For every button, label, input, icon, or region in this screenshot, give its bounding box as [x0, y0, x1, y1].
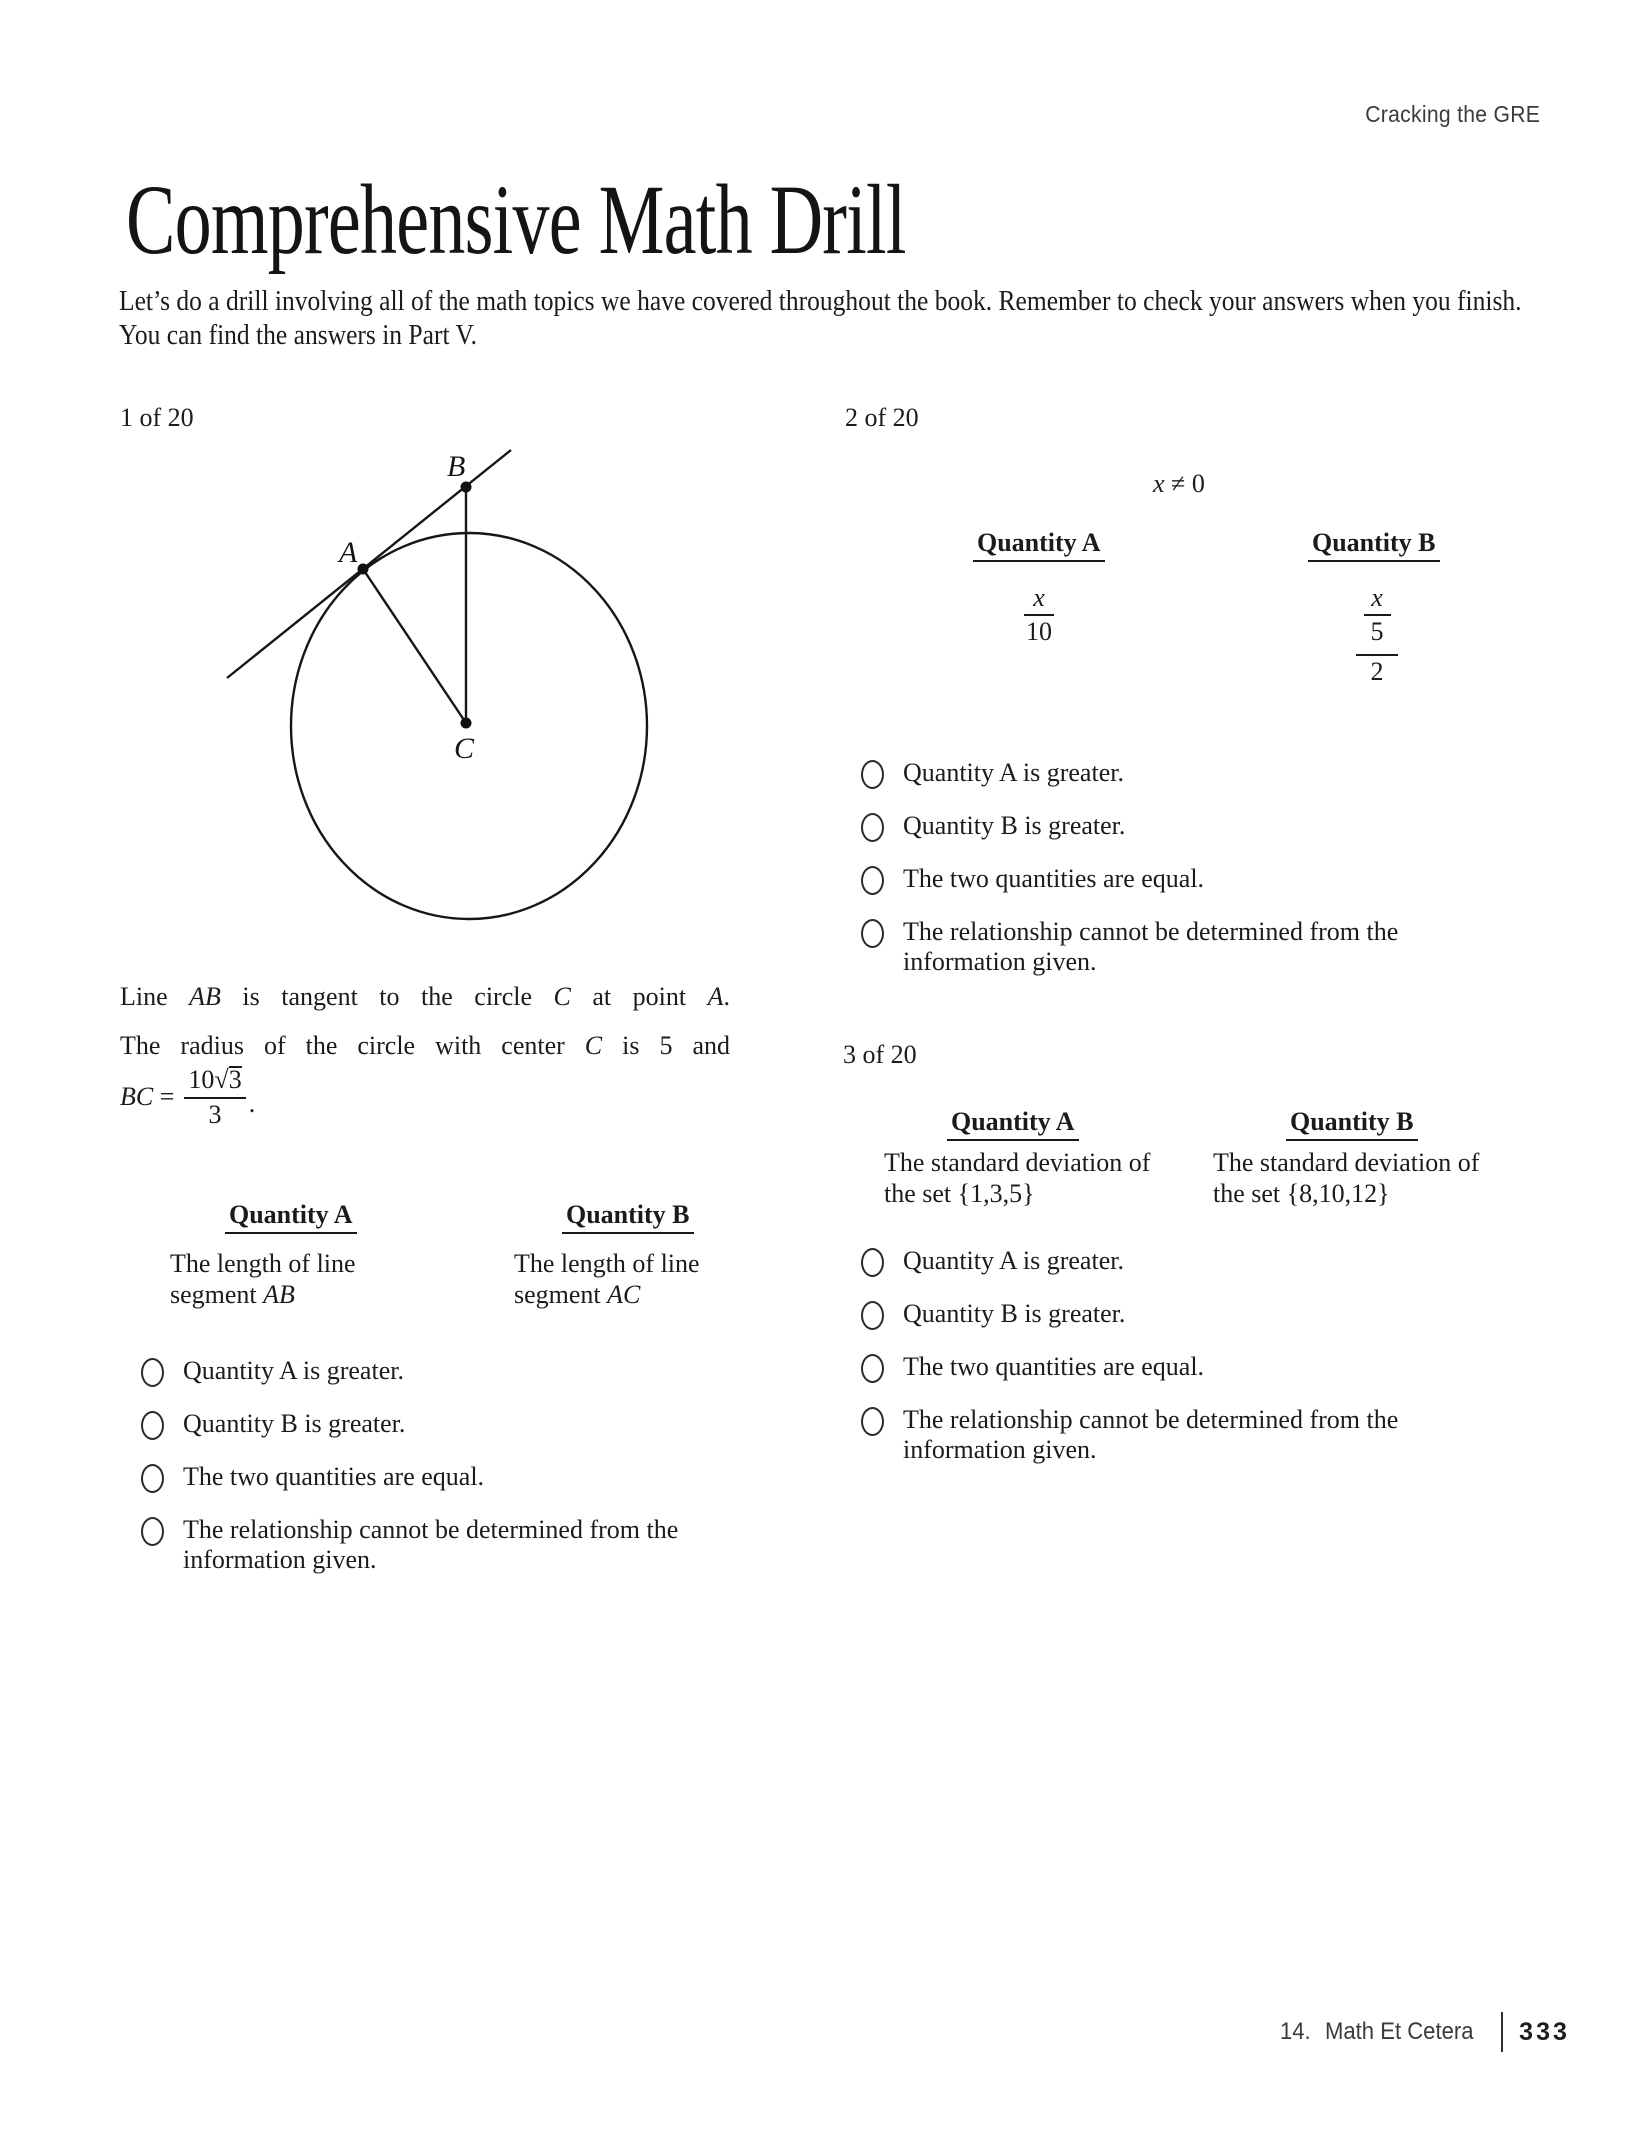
fraction-bar — [184, 1097, 245, 1099]
q3-choice-a — [861, 1246, 1515, 1277]
q1-choices — [141, 1356, 795, 1597]
q2-choice-a — [861, 758, 1515, 789]
q2-choice-d-radio[interactable] — [861, 919, 884, 948]
q1-choice-b — [141, 1409, 795, 1440]
q1-choice-d-radio[interactable] — [141, 1517, 164, 1546]
formula-fraction — [184, 1066, 245, 1128]
q3-choice-d — [861, 1405, 1515, 1465]
page-title: Comprehensive Math Drill — [126, 164, 906, 275]
q2-choice-b-label: Quantity B is greater. — [903, 811, 1126, 840]
question-1-formula — [120, 1066, 255, 1128]
footer-page-number: 333 — [1519, 2017, 1570, 2046]
q3-quantity-a-desc: The standard deviation of the set {1,3,5} — [884, 1148, 1151, 1208]
q1-choice-b-label: Quantity B is greater. — [183, 1409, 406, 1438]
q2-condition: x ≠ 0 — [1153, 469, 1205, 498]
q3-choice-c — [861, 1352, 1515, 1383]
question-1-text-line-2: The radius of the circle with center C is 5 and — [120, 1031, 730, 1060]
question-1-label: 1 of 20 — [120, 403, 194, 432]
q3-quantity-a-header: Quantity A — [947, 1107, 1079, 1141]
point-a-label: A — [339, 536, 358, 569]
q3-choice-b-label: Quantity B is greater. — [903, 1299, 1126, 1328]
q1-quantity-b-desc: The length of line segment AC — [514, 1249, 700, 1309]
q2-choices — [861, 758, 1515, 999]
q2b-inner-fraction-bar — [1364, 614, 1391, 616]
q2-choice-c — [861, 864, 1515, 895]
q2-choice-c-radio[interactable] — [861, 866, 884, 895]
q2-choice-c-label: The two quantities are equal. — [903, 864, 1205, 893]
question-3-label: 3 of 20 — [843, 1040, 917, 1069]
q2a-numerator: x — [1033, 583, 1045, 612]
q2-choice-d — [861, 917, 1515, 977]
q1-choice-a-label: Quantity A is greater. — [183, 1356, 404, 1385]
q3-quantity-b-header: Quantity B — [1286, 1107, 1418, 1141]
q1-quantity-a-header: Quantity A — [225, 1200, 357, 1234]
question-1-text-line-1: Line AB is tangent to the circle C at point A. — [120, 982, 730, 1011]
q1-choice-d-label: The relationship cannot be determined from the information given. — [183, 1515, 679, 1574]
q1-quantity-b-header: Quantity B — [562, 1200, 694, 1234]
point-a-dot — [358, 564, 369, 575]
q2-quantity-a-fraction — [979, 585, 1099, 645]
point-c-dot — [461, 718, 472, 729]
fraction-denominator: 3 — [208, 1100, 222, 1130]
q1-choice-b-radio[interactable] — [141, 1411, 164, 1440]
q2-quantity-a-header: Quantity A — [973, 528, 1105, 562]
intro-paragraph: Let’s do a drill involving all of the math topics we have covered throughout the book. Remember to check your answers when you finish. You can find the answers in Part V. — [119, 285, 1522, 351]
running-header: Cracking the GRE — [1365, 101, 1540, 127]
q2a-denominator: 10 — [1026, 617, 1052, 647]
point-b-label: B — [447, 450, 466, 483]
q2-choice-b-radio[interactable] — [861, 813, 884, 842]
q2-choice-d-label: The relationship cannot be determined from the information given. — [903, 917, 1399, 976]
question-2-label: 2 of 20 — [845, 403, 919, 432]
q1-choice-c-radio[interactable] — [141, 1464, 164, 1493]
q3-quantity-b-desc: The standard deviation of the set {8,10,12} — [1213, 1148, 1480, 1208]
q2b-inner-denominator: 5 — [1370, 617, 1384, 647]
footer-divider — [1501, 2012, 1503, 2052]
q2-quantity-b-fraction — [1317, 585, 1437, 685]
q1-choice-a — [141, 1356, 795, 1387]
q3-choice-c-radio[interactable] — [861, 1354, 884, 1383]
q2b-outer-denominator: 2 — [1370, 657, 1384, 687]
page-footer — [1280, 2012, 1570, 2052]
q1-choice-d — [141, 1515, 795, 1575]
point-c-label: C — [454, 732, 475, 765]
formula-lhs: BC = — [120, 1082, 175, 1112]
q2-choice-a-label: Quantity A is greater. — [903, 758, 1124, 787]
circle-tangent-diagram — [210, 438, 690, 930]
q3-choices — [861, 1246, 1515, 1487]
footer-section-title: Math Et Cetera — [1325, 2018, 1474, 2045]
q3-choice-b-radio[interactable] — [861, 1301, 884, 1330]
point-b-dot — [461, 482, 472, 493]
q3-choice-d-radio[interactable] — [861, 1407, 884, 1436]
q2a-fraction-bar — [1024, 614, 1054, 616]
q2b-inner-numerator: x — [1371, 583, 1383, 612]
q2-quantity-b-header: Quantity B — [1308, 528, 1440, 562]
q2-choice-b — [861, 811, 1515, 842]
segment-ac — [363, 569, 466, 723]
q3-choice-a-label: Quantity A is greater. — [903, 1246, 1124, 1275]
q1-quantity-a-desc: The length of line segment AB — [170, 1249, 356, 1309]
q3-choice-b — [861, 1299, 1515, 1330]
fraction-numerator: 10√3 — [188, 1065, 242, 1094]
q3-choice-d-label: The relationship cannot be determined from the information given. — [903, 1405, 1399, 1464]
q2b-outer-fraction-bar — [1356, 654, 1398, 656]
formula-period: . — [248, 1089, 256, 1119]
q1-choice-a-radio[interactable] — [141, 1358, 164, 1387]
q3-choice-c-label: The two quantities are equal. — [903, 1352, 1205, 1381]
q1-choice-c-label: The two quantities are equal. — [183, 1462, 485, 1491]
q2-choice-a-radio[interactable] — [861, 760, 884, 789]
footer-section-number: 14. — [1280, 2018, 1311, 2045]
radical-sign: √ — [214, 1065, 229, 1094]
q1-choice-c — [141, 1462, 795, 1493]
q3-choice-a-radio[interactable] — [861, 1248, 884, 1277]
